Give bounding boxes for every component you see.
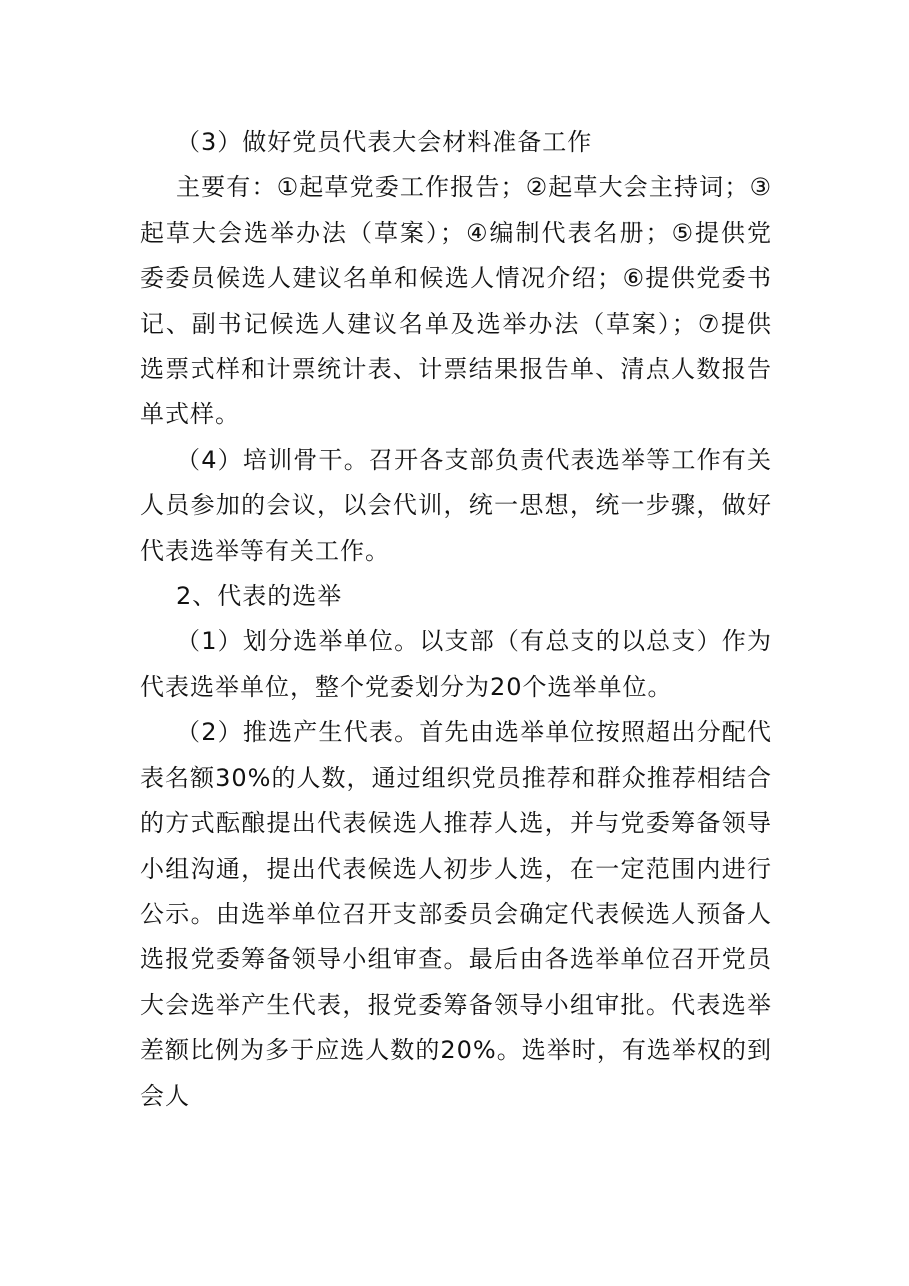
document-body <box>140 120 772 1119</box>
paragraph-training: （4）培训骨干。召开各支部负责代表选举等工作有关人员参加的会议，以会代训，统一思想，统一步骤，做好代表选举等有关工作。 <box>140 445 772 565</box>
paragraph-material-list: 主要有：①起草党委工作报告；②起草大会主持词；③起草大会选举办法（草案）；④编制代表名册；⑤提供党委委员候选人建议名单和候选人情况介绍；⑥提供党委书记、副书记候选人建议名单及选举办法（草案）；⑦提供选票式样和计票统计表、计票结果报告单、清点人数报告单式样。 <box>140 173 772 429</box>
section-heading-election: 2、代表的选举 <box>176 582 343 611</box>
paragraph-representative-selection: （2）推选产生代表。首先由选举单位按照超出分配代表名额30%的人数，通过组织党员推荐和群众推荐相结合的方式酝酿提出代表候选人推荐人选，并与党委筹备领导小组沟通，提出代表候选人初步人选，在一定范围内进行公示。由选举单位召开支部委员会确定代表候选人预备人选报党委筹备领导小组审查。最后由各选举单位召开党员大会选举产生代表，报党委筹备领导小组审批。代表选举差额比例为多于应选人数的20%。选举时，有选举权的到会人 <box>140 718 772 1110</box>
paragraph-election-units: （1）划分选举单位。以支部（有总支的以总支）作为代表选举单位，整个党委划分为20个选举单位。 <box>140 627 772 701</box>
section-heading-material-preparation: （3）做好党员代表大会材料准备工作 <box>176 128 593 156</box>
